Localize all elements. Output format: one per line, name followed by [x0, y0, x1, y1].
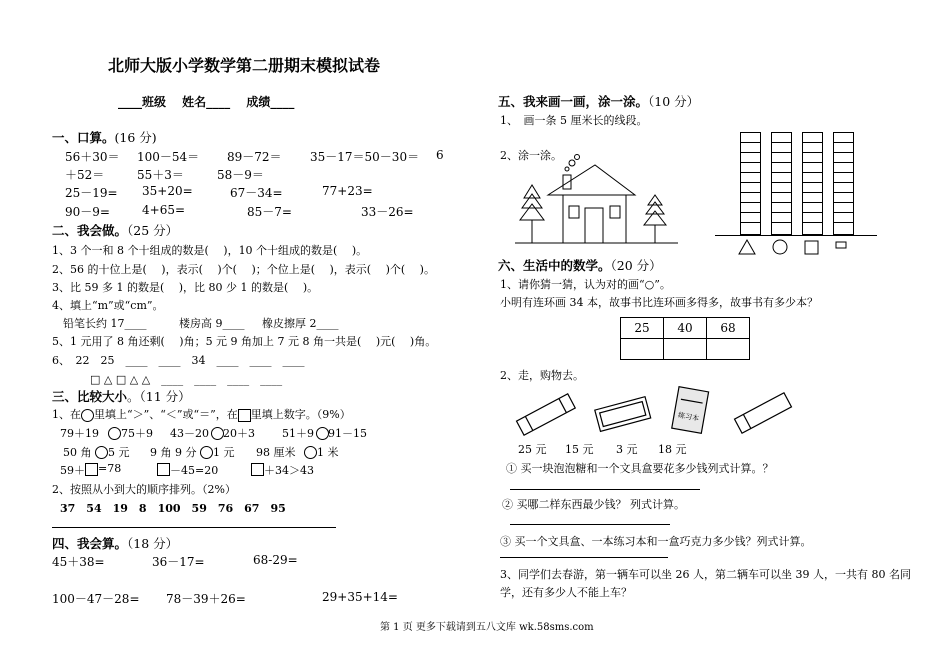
- page-title: 北师大版小学数学第二册期末模拟试卷: [108, 56, 381, 75]
- page-footer: 第 1 页 更多下载请到五八文库 wk.58sms.com: [380, 622, 594, 633]
- shape-legend: [735, 238, 855, 258]
- triangle-icon: [739, 240, 755, 254]
- s3-q1: 1、在 里填上“＞”、“＜”或“＝”，在 里填上数字。（9%）: [52, 408, 351, 421]
- header-fields: ____班级 姓名____ 成绩____: [118, 95, 295, 109]
- s2-q5: 5、1 元用了 8 角还剩( )角；5 元 9 角加上 7 元 8 角一共是( )元( )角。: [52, 335, 437, 348]
- rectangle-icon: [836, 242, 846, 248]
- answer-line[interactable]: [510, 489, 700, 490]
- notebook-label: 练习本: [677, 411, 700, 423]
- guess-option[interactable]: 68: [707, 318, 750, 339]
- guess-answer-cell[interactable]: [621, 339, 664, 360]
- s6-p1: ① 买一块泡泡糖和一个文具盒要花多少钱列式计算。？: [506, 462, 774, 475]
- guess-option[interactable]: 25: [621, 318, 664, 339]
- pencil-box-icon: [595, 397, 651, 432]
- circle-icon: [108, 427, 121, 440]
- guess-option[interactable]: 40: [664, 318, 707, 339]
- s3-q2: 2、按照从小到大的顺序排列。（2%）: [52, 483, 236, 496]
- divider-line: [52, 527, 336, 528]
- chocolate-box-icon: [735, 393, 792, 433]
- shopping-items: [505, 383, 795, 443]
- grid-column: [771, 132, 792, 235]
- s5-q2: 2、涂一涂。: [500, 149, 562, 162]
- s6-p3: ③ 买一个文具盒、一本练习本和一盒巧克力多少钱？列式计算。: [500, 535, 812, 548]
- square-icon: [805, 241, 818, 254]
- square-icon: [85, 463, 98, 476]
- house-trees-drawing: [510, 150, 680, 250]
- s2-q4: 4、填上“m”或“cm”。: [52, 299, 164, 312]
- circle-icon: [304, 446, 317, 459]
- guess-table: [620, 317, 750, 360]
- grid-column: [833, 132, 854, 235]
- s2-q6: 6、 22 25 ____ ____ 34 ____ ____ ____: [52, 354, 305, 367]
- circle-icon: [81, 409, 94, 422]
- s6-p2: ② 买哪二样东西最少钱？ 列式计算。: [502, 498, 685, 511]
- section-2-heading: 二、我会做。（25 分）: [52, 223, 179, 238]
- s2-q2: 2、56 的十位上是( )，表示( )个( )；个位上是( )，表示( )个( )。: [52, 263, 435, 276]
- answer-line[interactable]: [500, 557, 668, 558]
- grid-column: [740, 132, 761, 235]
- s5-q1: 1、 画一条 5 厘米长的线段。: [500, 114, 648, 127]
- square-icon: [251, 463, 264, 476]
- s2-q3: 3、比 59 多 1 的数是( )，比 80 少 1 的数是( )。: [52, 281, 319, 294]
- circle-icon: [95, 446, 108, 459]
- square-icon: [157, 463, 170, 476]
- s6-q3-line2: 学，还有多少人不能上车？: [500, 586, 632, 599]
- column-grid-graph: [710, 128, 880, 248]
- section-4-heading: 四、我会算。（18 分）: [52, 536, 179, 551]
- section-3-heading: 三、比较大小。（11 分）: [52, 389, 191, 404]
- notebook-icon: [672, 387, 709, 434]
- s6-q2: 2、走，购物去。: [500, 369, 584, 382]
- s6-q1: 1、请你猜一猜，认为对的画“○”。: [500, 278, 671, 291]
- section-1-heading: 一、口算。(16 分): [52, 130, 157, 145]
- s2-q1: 1、3 个一和 8 个十组成的数是( )，10 个十组成的数是( )。: [52, 244, 368, 257]
- section-6-heading: 六、生活中的数学。（20 分）: [498, 258, 662, 273]
- circle-icon: [773, 240, 787, 254]
- guess-answer-cell[interactable]: [707, 339, 750, 360]
- square-icon: [238, 409, 251, 422]
- s3-numbers: 37 54 19 8 100 59 76 67 95: [60, 502, 286, 515]
- answer-line[interactable]: [510, 524, 670, 525]
- s2-q6-shapes: □ △ □ △ △ ____ ____ ____ ____: [90, 373, 283, 386]
- bubble-gum-icon: [517, 394, 576, 435]
- s6-q3-line1: 3、同学们去春游，第一辆车可以坐 26 人，第二辆车可以坐 39 人，一共有 80 名同: [500, 568, 911, 581]
- graph-baseline: [715, 235, 877, 236]
- circle-icon: [200, 446, 213, 459]
- guess-answer-cell[interactable]: [664, 339, 707, 360]
- section-5-heading: 五、我来画一画，涂一涂。（10 分）: [498, 94, 700, 109]
- grid-column: [802, 132, 823, 235]
- s6-q1-text: 小明有连环画 34 本，故事书比连环画多得多，故事书有多少本？: [500, 296, 818, 309]
